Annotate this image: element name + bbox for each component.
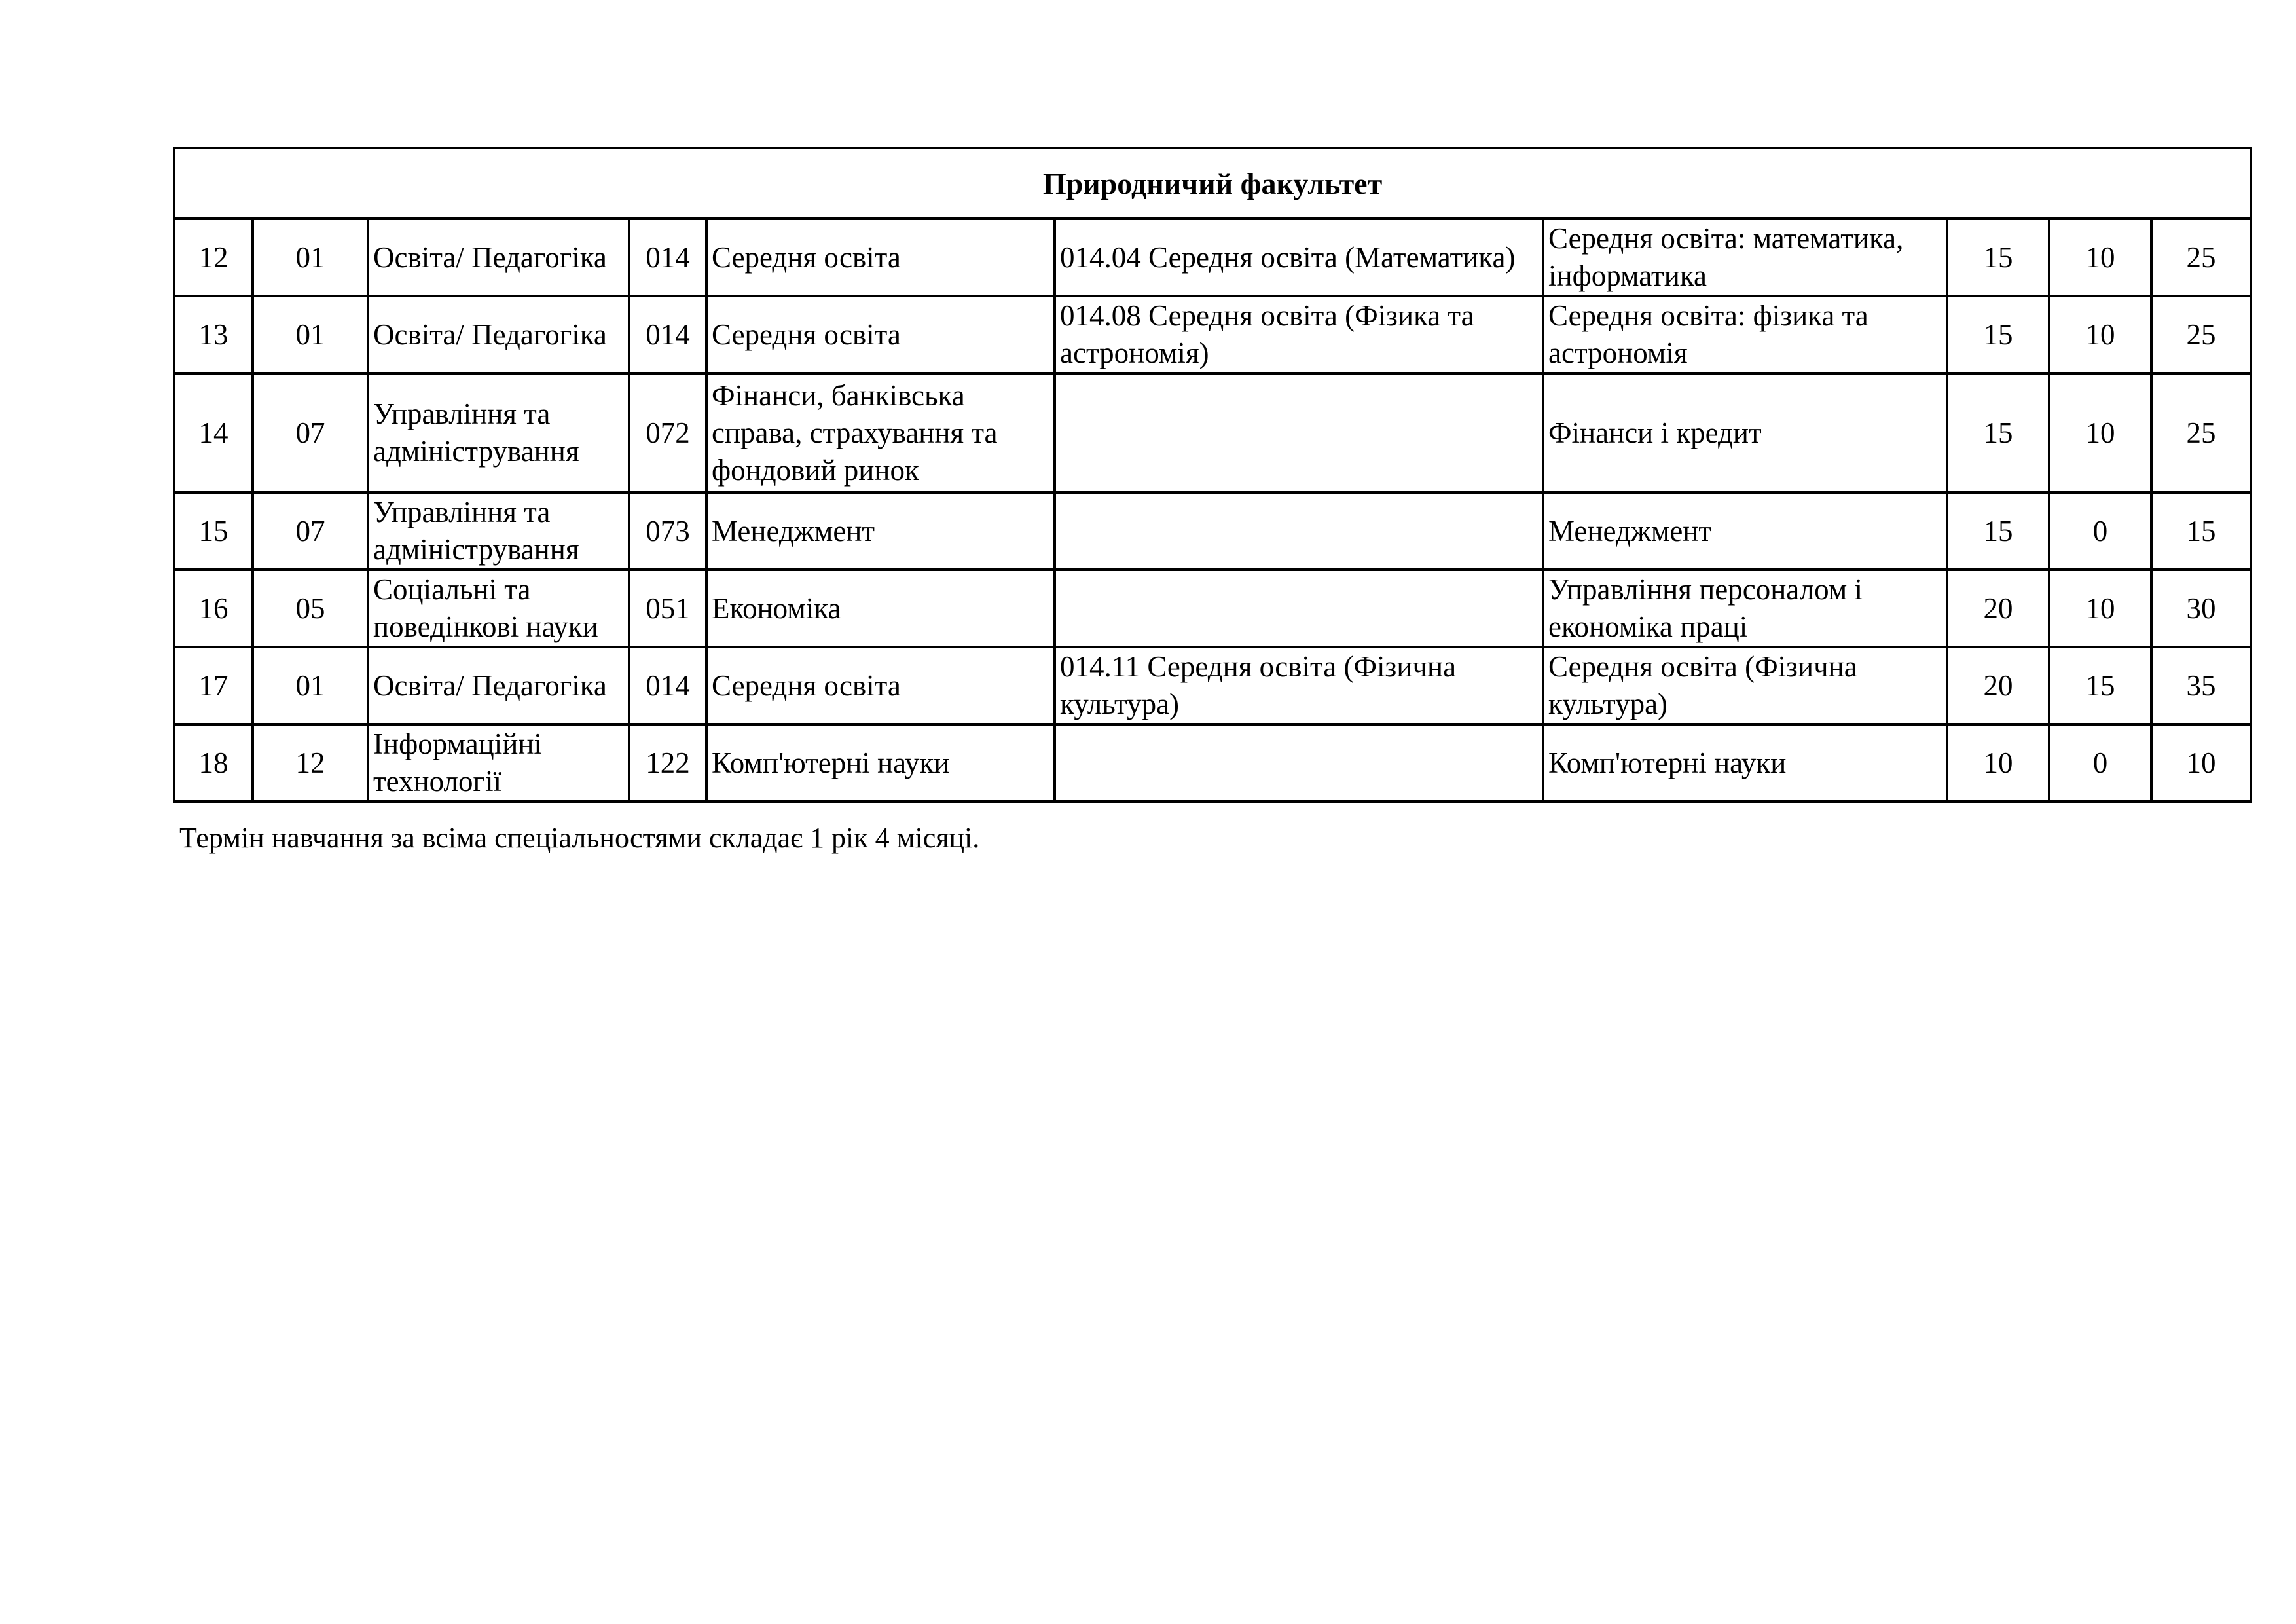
table-row bbox=[174, 492, 2251, 570]
subspecialty bbox=[1055, 570, 1543, 647]
row-number: 17 bbox=[174, 647, 253, 724]
table-row bbox=[174, 647, 2251, 724]
count-2: 0 bbox=[2049, 492, 2151, 570]
subspecialty bbox=[1055, 724, 1543, 802]
table-row bbox=[174, 296, 2251, 373]
subspecialty: 014.08 Середня освіта (Фізика та астрономія) bbox=[1055, 296, 1543, 373]
count-1: 15 bbox=[1947, 492, 2049, 570]
specialty-code: 014 bbox=[629, 219, 706, 296]
count-1: 20 bbox=[1947, 570, 2049, 647]
area-name: Соціальні та поведінкові науки bbox=[368, 570, 629, 647]
area-code: 01 bbox=[253, 296, 368, 373]
area-name: Освіта/ Педагогіка bbox=[368, 296, 629, 373]
specialty-name: Середня освіта bbox=[706, 647, 1055, 724]
faculty-title-row bbox=[174, 148, 2251, 219]
specialty-code: 014 bbox=[629, 296, 706, 373]
area-code: 01 bbox=[253, 219, 368, 296]
program-name: Управління персоналом і економіка праці bbox=[1543, 570, 1947, 647]
area-code: 07 bbox=[253, 492, 368, 570]
specialty-code: 073 bbox=[629, 492, 706, 570]
area-name: Інформаційні технології bbox=[368, 724, 629, 802]
row-number: 16 bbox=[174, 570, 253, 647]
area-name: Управління та адміністрування bbox=[368, 492, 629, 570]
subspecialty bbox=[1055, 373, 1543, 492]
area-name: Освіта/ Педагогіка bbox=[368, 647, 629, 724]
area-code: 01 bbox=[253, 647, 368, 724]
program-name: Менеджмент bbox=[1543, 492, 1947, 570]
count-total: 30 bbox=[2151, 570, 2251, 647]
specialty-code: 051 bbox=[629, 570, 706, 647]
study-duration-note: Термін навчання за всіма спеціальностями складає 1 рік 4 місяці. bbox=[179, 822, 980, 854]
count-total: 25 bbox=[2151, 373, 2251, 492]
row-number: 13 bbox=[174, 296, 253, 373]
program-name: Фінанси і кредит bbox=[1543, 373, 1947, 492]
row-number: 15 bbox=[174, 492, 253, 570]
area-code: 05 bbox=[253, 570, 368, 647]
area-name: Освіта/ Педагогіка bbox=[368, 219, 629, 296]
count-2: 0 bbox=[2049, 724, 2151, 802]
specialty-name: Менеджмент bbox=[706, 492, 1055, 570]
count-2: 10 bbox=[2049, 570, 2151, 647]
table-row bbox=[174, 570, 2251, 647]
specialty-code: 122 bbox=[629, 724, 706, 802]
row-number: 12 bbox=[174, 219, 253, 296]
table-row bbox=[174, 724, 2251, 802]
count-2: 15 bbox=[2049, 647, 2151, 724]
area-code: 12 bbox=[253, 724, 368, 802]
specialty-name: Фінанси, банківська справа, страхування та фондовий ринок bbox=[706, 373, 1055, 492]
admission-table bbox=[173, 147, 2252, 803]
count-2: 10 bbox=[2049, 219, 2151, 296]
program-name: Середня освіта: фізика та астрономія bbox=[1543, 296, 1947, 373]
count-total: 25 bbox=[2151, 296, 2251, 373]
subspecialty: 014.11 Середня освіта (Фізична культура) bbox=[1055, 647, 1543, 724]
specialty-code: 072 bbox=[629, 373, 706, 492]
faculty-title: Природничий факультет bbox=[174, 148, 2251, 219]
specialty-name: Середня освіта bbox=[706, 296, 1055, 373]
row-number: 18 bbox=[174, 724, 253, 802]
count-total: 10 bbox=[2151, 724, 2251, 802]
specialty-code: 014 bbox=[629, 647, 706, 724]
count-1: 10 bbox=[1947, 724, 2049, 802]
row-number: 14 bbox=[174, 373, 253, 492]
table-row bbox=[174, 219, 2251, 296]
area-name: Управління та адміністрування bbox=[368, 373, 629, 492]
count-1: 15 bbox=[1947, 219, 2049, 296]
count-total: 35 bbox=[2151, 647, 2251, 724]
count-1: 15 bbox=[1947, 296, 2049, 373]
area-code: 07 bbox=[253, 373, 368, 492]
count-1: 15 bbox=[1947, 373, 2049, 492]
subspecialty bbox=[1055, 492, 1543, 570]
count-2: 10 bbox=[2049, 373, 2151, 492]
subspecialty: 014.04 Середня освіта (Математика) bbox=[1055, 219, 1543, 296]
specialty-name: Середня освіта bbox=[706, 219, 1055, 296]
count-1: 20 bbox=[1947, 647, 2049, 724]
program-name: Комп'ютерні науки bbox=[1543, 724, 1947, 802]
table-row bbox=[174, 373, 2251, 492]
specialty-name: Комп'ютерні науки bbox=[706, 724, 1055, 802]
program-name: Середня освіта: математика, інформатика bbox=[1543, 219, 1947, 296]
specialty-name: Економіка bbox=[706, 570, 1055, 647]
count-total: 25 bbox=[2151, 219, 2251, 296]
program-name: Середня освіта (Фізична культура) bbox=[1543, 647, 1947, 724]
count-total: 15 bbox=[2151, 492, 2251, 570]
count-2: 10 bbox=[2049, 296, 2151, 373]
